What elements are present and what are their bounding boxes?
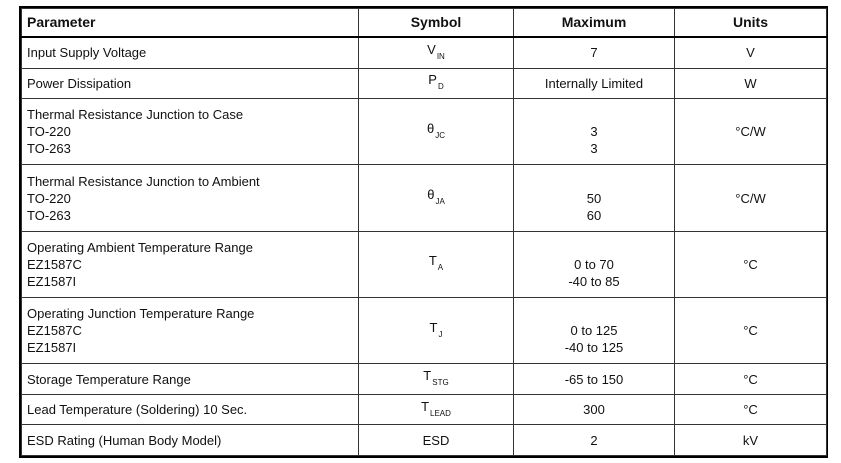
- maximum-value: 3: [590, 141, 598, 157]
- header-symbol: Symbol: [359, 9, 514, 38]
- cell-maximum: [514, 99, 675, 165]
- parameter-variant: TO-263: [27, 207, 71, 223]
- table-row: [22, 68, 827, 99]
- cell-maximum: [514, 68, 675, 99]
- cell-maximum: [514, 37, 675, 68]
- table-row: [22, 297, 827, 363]
- table-row: [22, 231, 827, 297]
- parameter-variant: EZ1587I: [27, 273, 77, 289]
- cell-maximum: [514, 425, 675, 456]
- cell-maximum: [514, 231, 675, 297]
- maximum-value: Internally Limited: [544, 75, 644, 91]
- parameter-name: Power Dissipation: [27, 75, 132, 91]
- maximum-value: -40 to 125: [564, 340, 624, 356]
- cell-units: W: [675, 68, 827, 99]
- table-row: [22, 425, 827, 456]
- maximum-value: -40 to 85: [568, 273, 620, 289]
- symbol-main: T: [421, 398, 430, 414]
- cell-parameter: [22, 99, 359, 165]
- parameter-name: Input Supply Voltage: [27, 45, 147, 61]
- symbol-subscript: A: [437, 263, 444, 273]
- table-row: [22, 37, 827, 68]
- parameter-name: ESD Rating (Human Body Model): [27, 432, 222, 448]
- cell-units: °C/W: [675, 165, 827, 231]
- symbol-subscript: J: [438, 329, 443, 339]
- cell-parameter: [22, 231, 359, 297]
- cell-symbol: [359, 364, 514, 395]
- table-row: [22, 99, 827, 165]
- cell-parameter: [22, 425, 359, 456]
- maximum-value: 50: [586, 190, 602, 206]
- cell-symbol: [359, 231, 514, 297]
- cell-units: V: [675, 37, 827, 68]
- cell-symbol: [359, 297, 514, 363]
- header-maximum: Maximum: [514, 9, 675, 38]
- parameter-name: Operating Junction Temperature Range: [27, 306, 255, 322]
- symbol-main: T: [423, 368, 432, 384]
- symbol-main: T: [429, 319, 438, 335]
- parameter-name: Operating Ambient Temperature Range: [27, 239, 253, 255]
- symbol-main: ESD: [422, 432, 450, 448]
- maximum-value: 300: [583, 402, 605, 418]
- cell-units: °C: [675, 297, 827, 363]
- header-parameter: Parameter: [22, 9, 359, 38]
- parameter-variant: TO-220: [27, 124, 71, 140]
- cell-parameter: [22, 394, 359, 425]
- maximum-value: -65 to 150: [564, 371, 624, 387]
- cell-symbol: [359, 165, 514, 231]
- maximum-value: 0 to 70: [574, 256, 614, 272]
- cell-units: kV: [675, 425, 827, 456]
- cell-parameter: [22, 37, 359, 68]
- cell-parameter: [22, 68, 359, 99]
- symbol-subscript: D: [437, 82, 444, 92]
- parameter-variant: EZ1587I: [27, 340, 77, 356]
- maximum-value: 2: [590, 432, 598, 448]
- symbol-subscript: STG: [432, 378, 449, 388]
- symbol-main: T: [428, 253, 437, 269]
- cell-maximum: [514, 364, 675, 395]
- symbol-main: V: [427, 41, 436, 57]
- symbol-main: θ: [427, 187, 435, 203]
- table-header-row: [22, 9, 827, 38]
- parameter-name: Thermal Resistance Junction to Case: [27, 107, 244, 123]
- maximum-value: 3: [590, 124, 598, 140]
- cell-units: °C: [675, 394, 827, 425]
- cell-parameter: [22, 364, 359, 395]
- parameter-variant: EZ1587C: [27, 256, 82, 272]
- symbol-subscript: IN: [436, 51, 445, 61]
- parameter-name: Thermal Resistance Junction to Ambient: [27, 173, 260, 189]
- maximum-spacer: [519, 173, 669, 190]
- cell-maximum: [514, 297, 675, 363]
- cell-maximum: [514, 394, 675, 425]
- parameter-variant: TO-263: [27, 141, 71, 157]
- maximum-spacer: [519, 106, 669, 123]
- parameter-variant: EZ1587C: [27, 323, 82, 339]
- cell-units: °C/W: [675, 99, 827, 165]
- cell-symbol: [359, 99, 514, 165]
- absolute-maximum-ratings-table-container: [19, 6, 828, 458]
- maximum-value: 60: [586, 207, 602, 223]
- cell-symbol: [359, 394, 514, 425]
- table-row: [22, 364, 827, 395]
- symbol-main: θ: [426, 120, 435, 136]
- absolute-maximum-ratings-table: [21, 8, 827, 456]
- maximum-value: 7: [590, 45, 598, 61]
- parameter-name: Storage Temperature Range: [27, 371, 191, 387]
- cell-maximum: [514, 165, 675, 231]
- header-units: Units: [675, 9, 827, 38]
- cell-symbol: [359, 68, 514, 99]
- maximum-spacer: [519, 305, 669, 322]
- symbol-subscript: JA: [435, 197, 445, 207]
- cell-parameter: [22, 297, 359, 363]
- maximum-spacer: [519, 239, 669, 256]
- cell-units: °C: [675, 231, 827, 297]
- parameter-name: Lead Temperature (Soldering) 10 Sec.: [27, 402, 248, 418]
- cell-symbol: [359, 37, 514, 68]
- cell-units: °C: [675, 364, 827, 395]
- parameter-variant: TO-220: [27, 190, 71, 206]
- symbol-subscript: LEAD: [430, 408, 451, 418]
- symbol-main: P: [428, 72, 437, 88]
- symbol-subscript: JC: [435, 130, 445, 140]
- maximum-value: 0 to 125: [570, 323, 618, 339]
- table-row: [22, 165, 827, 231]
- table-row: [22, 394, 827, 425]
- cell-parameter: [22, 165, 359, 231]
- cell-symbol: [359, 425, 514, 456]
